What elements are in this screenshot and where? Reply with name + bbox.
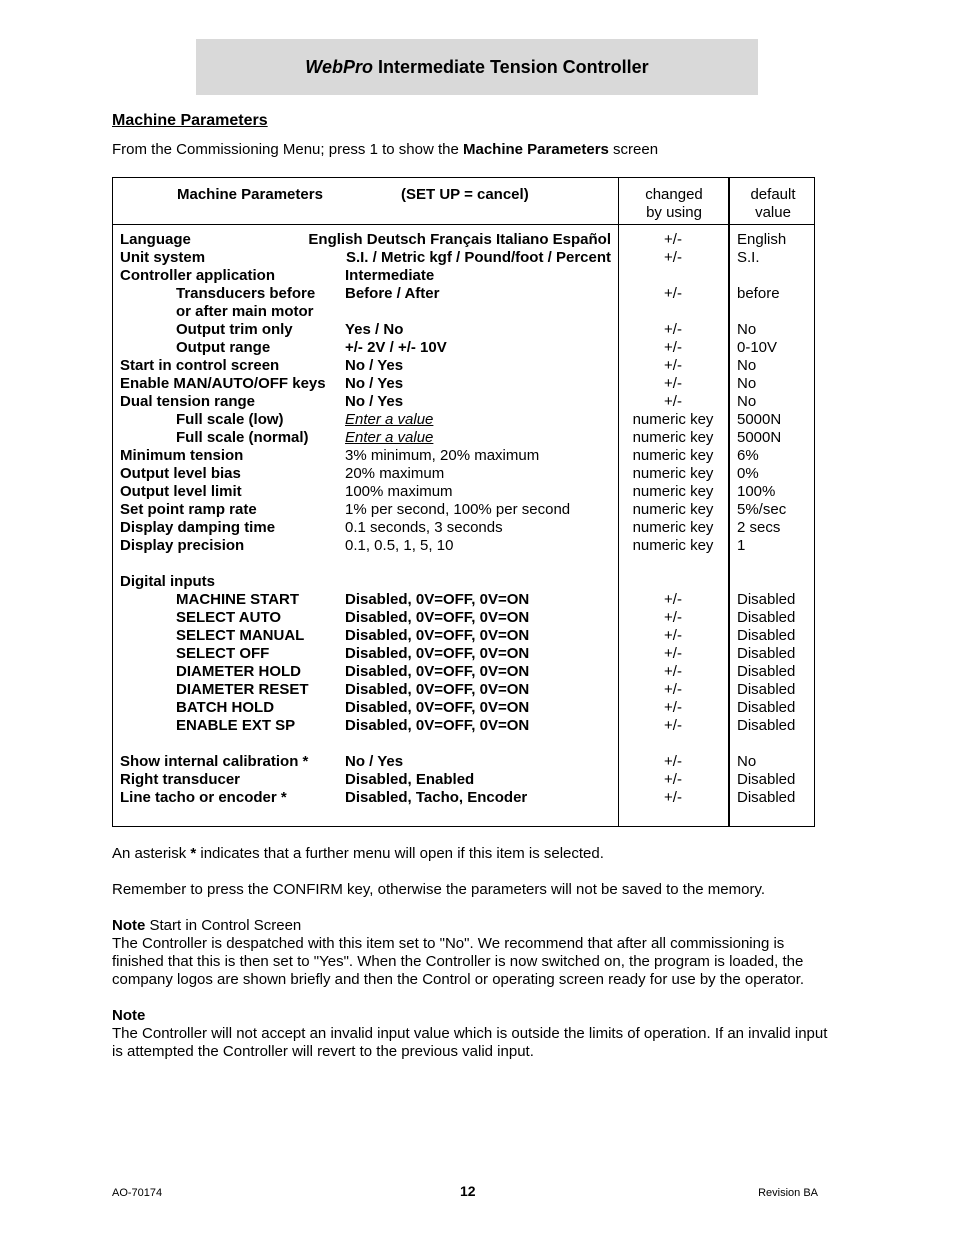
default-value: 2 secs bbox=[737, 519, 781, 536]
parameter-options: Before / After bbox=[345, 285, 440, 302]
table-heading-default bbox=[730, 186, 816, 222]
intro-bold: Machine Parameters bbox=[462, 141, 609, 158]
table-row bbox=[113, 483, 816, 501]
note-text: indicates that a further menu will open if this item is selected. bbox=[196, 845, 604, 862]
parameter-options: +/- 2V / +/- 10V bbox=[345, 339, 447, 356]
parameter-options: Enter a value bbox=[345, 411, 434, 428]
note-body: The Controller will not accept an invalid input value which is outside the limits of operation. If an invalid input is attempted the Controller will revert to the previous valid input. bbox=[112, 1025, 828, 1060]
parameter-label: Transducers before bbox=[176, 285, 316, 302]
table-row bbox=[113, 717, 816, 735]
changed-by: numeric key bbox=[632, 483, 714, 500]
parameter-label: Full scale (low) bbox=[176, 411, 284, 428]
table-row bbox=[113, 681, 816, 699]
table-row bbox=[113, 357, 816, 375]
parameter-label: Language bbox=[120, 231, 191, 248]
default-value: 1 bbox=[737, 537, 746, 554]
intro-before: From the Commissioning Menu; press 1 to show the bbox=[112, 141, 463, 158]
parameter-label: Controller application bbox=[120, 267, 276, 284]
default-value: No bbox=[737, 393, 757, 410]
revision: Revision BA bbox=[758, 1187, 818, 1199]
header-title: Intermediate Tension Controller bbox=[377, 56, 649, 77]
changed-by: numeric key bbox=[632, 411, 714, 428]
default-value: English bbox=[737, 231, 787, 248]
doc-code: AO-70174 bbox=[112, 1187, 163, 1199]
default-value: Disabled bbox=[737, 717, 796, 734]
note-invalid-input bbox=[112, 1007, 837, 1061]
table-row bbox=[113, 285, 816, 303]
changed-by: +/- bbox=[664, 771, 682, 788]
note-heading: Note bbox=[112, 917, 146, 934]
default-value: Disabled bbox=[737, 627, 796, 644]
parameter-label: SELECT AUTO bbox=[176, 609, 282, 626]
parameter-label: ENABLE EXT SP bbox=[176, 717, 296, 734]
heading-line: by using bbox=[646, 204, 702, 221]
parameter-label: Start in control screen bbox=[120, 357, 280, 374]
default-value: 0-10V bbox=[737, 339, 778, 356]
changed-by: +/- bbox=[664, 717, 682, 734]
default-value: S.I. bbox=[737, 249, 760, 266]
parameter-options: Disabled, Tacho, Encoder bbox=[345, 789, 528, 806]
table-row bbox=[113, 771, 816, 789]
table-rows bbox=[113, 231, 816, 807]
parameter-label: Unit system bbox=[120, 249, 206, 266]
table-row bbox=[113, 591, 816, 609]
parameter-label: Set point ramp rate bbox=[120, 501, 257, 518]
default-value: Disabled bbox=[737, 789, 796, 806]
header-title-italic: WebPro bbox=[305, 56, 373, 77]
changed-by: +/- bbox=[664, 393, 682, 410]
changed-by: +/- bbox=[664, 789, 682, 806]
note-title: Start in Control Screen bbox=[145, 917, 302, 934]
header-divider bbox=[113, 224, 814, 225]
parameter-options: Disabled, Enabled bbox=[345, 771, 475, 788]
table-row bbox=[113, 501, 816, 519]
table-row bbox=[113, 465, 816, 483]
changed-by: numeric key bbox=[632, 537, 714, 554]
parameter-options: Disabled, 0V=OFF, 0V=ON bbox=[345, 699, 530, 716]
table-heading-setup: (SET UP = cancel) bbox=[401, 186, 529, 203]
parameter-label: Display damping time bbox=[120, 519, 276, 536]
parameter-label: Output level bias bbox=[120, 465, 241, 482]
table-row bbox=[113, 519, 816, 537]
parameters-table bbox=[112, 177, 815, 827]
page-header bbox=[196, 39, 758, 95]
parameter-options: Disabled, 0V=OFF, 0V=ON bbox=[345, 609, 530, 626]
default-value: 5000N bbox=[737, 411, 782, 428]
parameter-options: Enter a value bbox=[345, 429, 434, 446]
note-start-control bbox=[112, 917, 837, 989]
changed-by: +/- bbox=[664, 645, 682, 662]
changed-by: +/- bbox=[664, 249, 682, 266]
asterisk-note bbox=[112, 845, 837, 863]
table-row bbox=[113, 735, 816, 753]
parameter-label: Output level limit bbox=[120, 483, 242, 500]
table-row bbox=[113, 753, 816, 771]
changed-by: numeric key bbox=[632, 447, 714, 464]
parameter-options: Intermediate bbox=[345, 267, 435, 284]
parameter-options: Disabled, 0V=OFF, 0V=ON bbox=[345, 681, 530, 698]
heading-line: default bbox=[750, 186, 796, 203]
table-row bbox=[113, 429, 816, 447]
parameter-label: Show internal calibration * bbox=[120, 753, 309, 770]
heading-line: value bbox=[755, 204, 791, 221]
table-row bbox=[113, 645, 816, 663]
default-value: Disabled bbox=[737, 663, 796, 680]
parameter-options: 20% maximum bbox=[345, 465, 445, 482]
parameter-label: Digital inputs bbox=[120, 573, 215, 590]
note-heading: Note bbox=[112, 1007, 146, 1024]
parameter-options: 0.1, 0.5, 1, 5, 10 bbox=[345, 537, 454, 554]
table-row bbox=[113, 789, 816, 807]
table-row bbox=[113, 699, 816, 717]
parameter-options: No / Yes bbox=[345, 375, 404, 392]
parameter-label: DIAMETER HOLD bbox=[176, 663, 301, 680]
table-row bbox=[113, 537, 816, 555]
default-value: Disabled bbox=[737, 591, 796, 608]
parameter-options: No / Yes bbox=[345, 753, 404, 770]
table-row bbox=[113, 393, 816, 411]
default-value: Disabled bbox=[737, 645, 796, 662]
parameter-options: Disabled, 0V=OFF, 0V=ON bbox=[345, 627, 530, 644]
table-row bbox=[113, 663, 816, 681]
default-value: Disabled bbox=[737, 609, 796, 626]
default-value: Disabled bbox=[737, 681, 796, 698]
section-title: Machine Parameters bbox=[112, 112, 268, 129]
parameter-label: DIAMETER RESET bbox=[176, 681, 309, 698]
parameter-label: or after main motor bbox=[176, 303, 314, 320]
parameter-label: Display precision bbox=[120, 537, 245, 554]
changed-by: numeric key bbox=[632, 501, 714, 518]
changed-by: +/- bbox=[664, 591, 682, 608]
confirm-reminder: Remember to press the CONFIRM key, otherwise the parameters will not be saved to the memory. bbox=[112, 881, 766, 898]
table-row bbox=[113, 231, 816, 249]
table-row bbox=[113, 339, 816, 357]
parameter-label: Output trim only bbox=[176, 321, 293, 338]
default-value: No bbox=[737, 321, 757, 338]
parameter-label: Output range bbox=[176, 339, 271, 356]
changed-by: +/- bbox=[664, 699, 682, 716]
default-value: No bbox=[737, 753, 757, 770]
default-value: 0% bbox=[737, 465, 759, 482]
table-row bbox=[113, 627, 816, 645]
parameter-label: BATCH HOLD bbox=[176, 699, 275, 716]
default-value: Disabled bbox=[737, 699, 796, 716]
table-row bbox=[113, 303, 816, 321]
parameter-options: 0.1 seconds, 3 seconds bbox=[345, 519, 503, 536]
default-value: 5%/sec bbox=[737, 501, 787, 518]
heading-line: changed bbox=[645, 186, 703, 203]
default-value: 100% bbox=[737, 483, 776, 500]
parameter-options: English Deutsch Français Italiano Español bbox=[308, 231, 611, 248]
table-row bbox=[113, 609, 816, 627]
changed-by: numeric key bbox=[632, 519, 714, 536]
default-value: before bbox=[737, 285, 780, 302]
changed-by: +/- bbox=[664, 753, 682, 770]
default-value: 5000N bbox=[737, 429, 782, 446]
table-row bbox=[113, 411, 816, 429]
changed-by: +/- bbox=[664, 663, 682, 680]
table-row bbox=[113, 447, 816, 465]
parameter-label: Right transducer bbox=[120, 771, 241, 788]
table-heading-changed bbox=[619, 186, 729, 222]
table-row bbox=[113, 267, 816, 285]
parameter-label: SELECT OFF bbox=[176, 645, 270, 662]
table-row bbox=[113, 375, 816, 393]
changed-by: numeric key bbox=[632, 429, 714, 446]
parameter-label: Line tacho or encoder * bbox=[120, 789, 287, 806]
parameter-options: Yes / No bbox=[345, 321, 404, 338]
parameter-options: 100% maximum bbox=[345, 483, 453, 500]
parameter-options: Disabled, 0V=OFF, 0V=ON bbox=[345, 717, 530, 734]
table-row bbox=[113, 573, 816, 591]
changed-by: +/- bbox=[664, 609, 682, 626]
changed-by: +/- bbox=[664, 285, 682, 302]
default-value: Disabled bbox=[737, 771, 796, 788]
changed-by: +/- bbox=[664, 231, 682, 248]
parameter-label: MACHINE START bbox=[176, 591, 300, 608]
parameter-label: Minimum tension bbox=[120, 447, 244, 464]
intro-after: screen bbox=[608, 141, 659, 158]
note-bold: * bbox=[190, 845, 197, 862]
page-number: 12 bbox=[460, 1183, 476, 1199]
parameter-label: SELECT MANUAL bbox=[176, 627, 305, 644]
changed-by: +/- bbox=[664, 339, 682, 356]
changed-by: +/- bbox=[664, 357, 682, 374]
changed-by: +/- bbox=[664, 627, 682, 644]
changed-by: numeric key bbox=[632, 465, 714, 482]
parameter-options: No / Yes bbox=[345, 357, 404, 374]
parameter-label: Dual tension range bbox=[120, 393, 256, 410]
table-row bbox=[113, 321, 816, 339]
parameter-options: Disabled, 0V=OFF, 0V=ON bbox=[345, 645, 530, 662]
parameter-label: Full scale (normal) bbox=[176, 429, 309, 446]
default-value: No bbox=[737, 357, 757, 374]
parameter-options: S.I. / Metric kgf / Pound/foot / Percent bbox=[345, 249, 611, 266]
parameter-options: 1% per second, 100% per second bbox=[345, 501, 571, 518]
changed-by: +/- bbox=[664, 321, 682, 338]
table-row bbox=[113, 249, 816, 267]
intro-text bbox=[112, 141, 658, 158]
table-heading-parameters: Machine Parameters bbox=[177, 186, 323, 203]
table-row bbox=[113, 555, 816, 573]
parameter-options: No / Yes bbox=[345, 393, 404, 410]
note-text: An asterisk bbox=[112, 845, 191, 862]
default-value: No bbox=[737, 375, 757, 392]
parameter-options: 3% minimum, 20% maximum bbox=[345, 447, 540, 464]
parameter-options: Disabled, 0V=OFF, 0V=ON bbox=[345, 591, 530, 608]
changed-by: +/- bbox=[664, 681, 682, 698]
parameter-label: Enable MAN/AUTO/OFF keys bbox=[120, 375, 326, 392]
changed-by: +/- bbox=[664, 375, 682, 392]
parameter-options: Disabled, 0V=OFF, 0V=ON bbox=[345, 663, 530, 680]
note-body: The Controller is despatched with this item set to "No". We recommend that after all commissioning is finished that this is then set to "Yes". When the Controller is now switched on, the program is loaded, the company logos are shown briefly and then the Control or operating screen ready for use by the operator. bbox=[112, 935, 805, 988]
default-value: 6% bbox=[737, 447, 759, 464]
